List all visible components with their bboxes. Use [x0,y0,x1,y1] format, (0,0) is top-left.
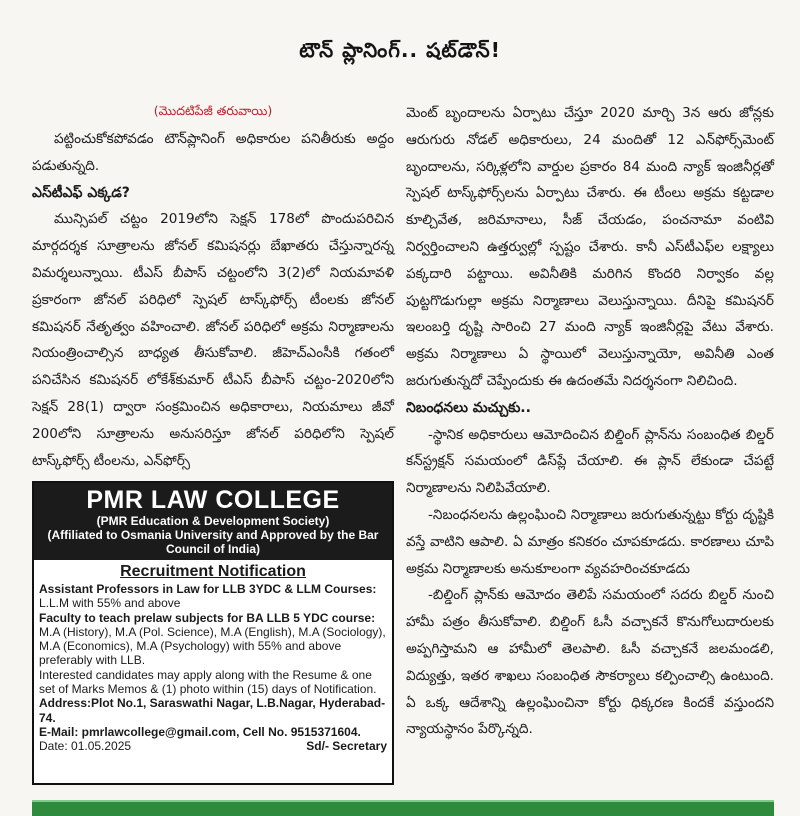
ad-position-1-heading: Assistant Professors in Law for LLB 3YDC & LLM Courses: [39,582,377,596]
article-column-left [32,100,394,474]
subheading-rules: నిబంధనలు మచ్చుకు.. [406,399,531,416]
ad-header [34,483,392,560]
body-paragraph-right: మెంట్ బృందాలను ఏర్పాటు చేస్తూ 2020 మార్చి 3న ఆరు జోన్లకు ఆరుగురు నోడల్ అధికారులు, 24 మందితో 12 ఎన్‌ఫోర్స్‌మెంట్ బృందాలను, సర్కిళ్లలోని వార్డుల ప్రకారం 84 మంది న్యాక్ ఇంజినీర్లతో స్పెషల్ టాస్క్‌ఫోర్స్‌లను ఏర్పాటు చేశారు. ఈ టీంలు అక్రమ కట్టడాల కూల్చివేత, జరిమానాలు, సీజ్ చేయడం, పంచనామా వంటివి నిర్వర్తించాలని ఉత్తర్వుల్లో స్పష్టం చేశారు. కానీ ఎస్‌టీఎఫ్‌ల లక్ష్యాలు పక్కదారి పట్టాయి. అవినీతికి మరిగిన కొందరి నిర్వాకం వల్ల పుట్టగొడుగుల్లా అక్రమ నిర్మాణాలు వెలుస్తున్నాయి. దీనిపై కమిషనర్ ఇలంబర్తి దృష్టి సారించి 27 మంది న్యాక్ ఇంజినీర్లపై వేటు వేశారు. అక్రమ నిర్మాణాలు ఏ స్థాయిలో వెలుస్తున్నాయో, అవినీతి ఎంత జరుగుతున్నదో చెప్పేందుకు ఈ ఉదంతమే నిదర్శనంగా నిలిచింది. [406,105,774,389]
subheading-stf: ఎస్‌టీఎఫ్ ఎక్కడ? [32,184,130,201]
law-college-advertisement [32,481,394,785]
ad-position-1-text: L.L.M with 55% and above [39,596,181,611]
ad-position-2-text: M.A (History), M.A (Pol. Science), M.A (English), M.A (Sociology), M.A (Economics), M.A (Psychology) with 55% and above preferably with LLB. [39,624,386,668]
ad-signature: Sd/- Secretary [306,739,387,754]
ad-body [34,560,392,754]
rule-item-3: -బిల్డింగ్ ప్లాన్‌కు ఆమోదం తెలిపే సమయంలో సదరు బిల్డర్ నుంచి హామీ పత్రం తీసుకోవాలి. బిల్డింగ్ ఓసీ వచ్చాకనే కొనుగోలుదారులకు అప్పగిస్తామని ఆ హామీలో తెలపాలి. ఓసీ వచ్చాకనే జలమండలి, విద్యుత్తు, ఇతర శాఖలు సంబంధిత సౌకర్యాలు కల్పించాల్సి ఉంటుంది. ఏ ఒక్క ఆదేశాన్ని ఉల్లంఘించినా కోర్టు ధిక్కరణ కిందకే వస్తుందని న్యాయస్థానం పేర్కొన్నది. [406,587,774,738]
headline: టౌన్ ప్లానింగ్.. షట్‌డౌన్! [299,38,501,62]
ad-recruitment-heading: Recruitment Notification [120,563,306,580]
ad-society: (PMR Education & Development Society) [96,514,330,528]
ad-footer [39,739,387,753]
ad-position-2-heading: Faculty to teach prelaw subjects for BA LLB 5 YDC course: [39,610,376,625]
article-column-right [406,100,774,743]
continuation-label: (మొదటిపేజీ తరువాయి) [153,103,273,118]
intro-paragraph: పట్టించుకోకపోవడం టౌన్‌ప్లానింగ్ అధికారుల పనితీరుకు అద్దం పడుతున్నది. [32,131,394,174]
ad-affiliation: (Affiliated to Osmania University and Approved by the Bar Council of India) [47,528,379,556]
ad-contact: E-Mail: pmrlawcollege@gmail.com, Cell No. 9515371604. [39,724,361,739]
ad-address: Address:Plot No.1, Saraswathi Nagar, L.B.Nagar, Hyderabad-74. [39,696,386,725]
rule-item-1: -స్థానిక అధికారులు ఆమోదించిన బిల్డింగ్ ప్లాన్‌ను సంబంధిత బిల్డర్ కన్‌స్ట్రక్షన్ సమయంలో డిస్‌ప్లే చేయాలి. ఈ ప్లాన్ లేకుండా చేపట్టే నిర్మాణాలను నిలిపివేయాలి. [406,426,774,497]
body-paragraph-left: మున్సిపల్ చట్టం 2019లోని సెక్షన్ 178లో పొందుపరిచిన మార్గదర్శక సూత్రాలను జోనల్ కమిషనర్లు బేఖాతరు చేస్తున్నారన్న విమర్శలున్నాయి. టీఎస్ బీపాస్ చట్టంలోని 3(2)లో నియమావళి ప్రకారంగా జోనల్ పరిధిలో స్పెషల్ టాస్క్‌ఫోర్స్ టీంలకు జోనల్ కమిషనర్ నేతృత్వం వహించాలి. జోనల్ పరిధిలో అక్రమ నిర్మాణాలను నియంత్రించాల్సిన బాధ్యత తీసుకోవాలి. జీహెచ్ఎంసీకి గతంలో పనిచేసిన కమిషనర్ లోకేశ్‌కుమార్ టీఎస్ బీపాస్ చట్టం-2020లోని సెక్షన్ 28(1) ద్వారా సంక్రమించిన అధికారాలు, నియమాలు జీవో 200లోని సూత్రాలను అనుసరిస్తూ జోనల్ పరిధిలోని స్పెషల్ టాస్క్‌ఫోర్స్ టీంలను, ఎన్‌ఫోర్స్ [32,211,394,469]
ad-apply-text: Interested candidates may apply along with the Resume & one set of Marks Memos & (1) photo within (15) days of Notification. [39,667,377,697]
ad-date: Date: 01.05.2025 [39,739,132,754]
rule-item-2: -నిబంధనలను ఉల్లంఘించి నిర్మాణాలు జరుగుతున్నట్టు కోర్టు దృష్టికి వస్తే వాటిని ఆపాలి. ఏ మాత్రం కనికరం చూపకూడదు. కారణాలు చూపి అక్రమ నిర్మాణాలకు అనుకూలంగా వ్యవహరించకూడదు [406,506,774,577]
ad-title: PMR LAW COLLEGE [86,486,340,514]
